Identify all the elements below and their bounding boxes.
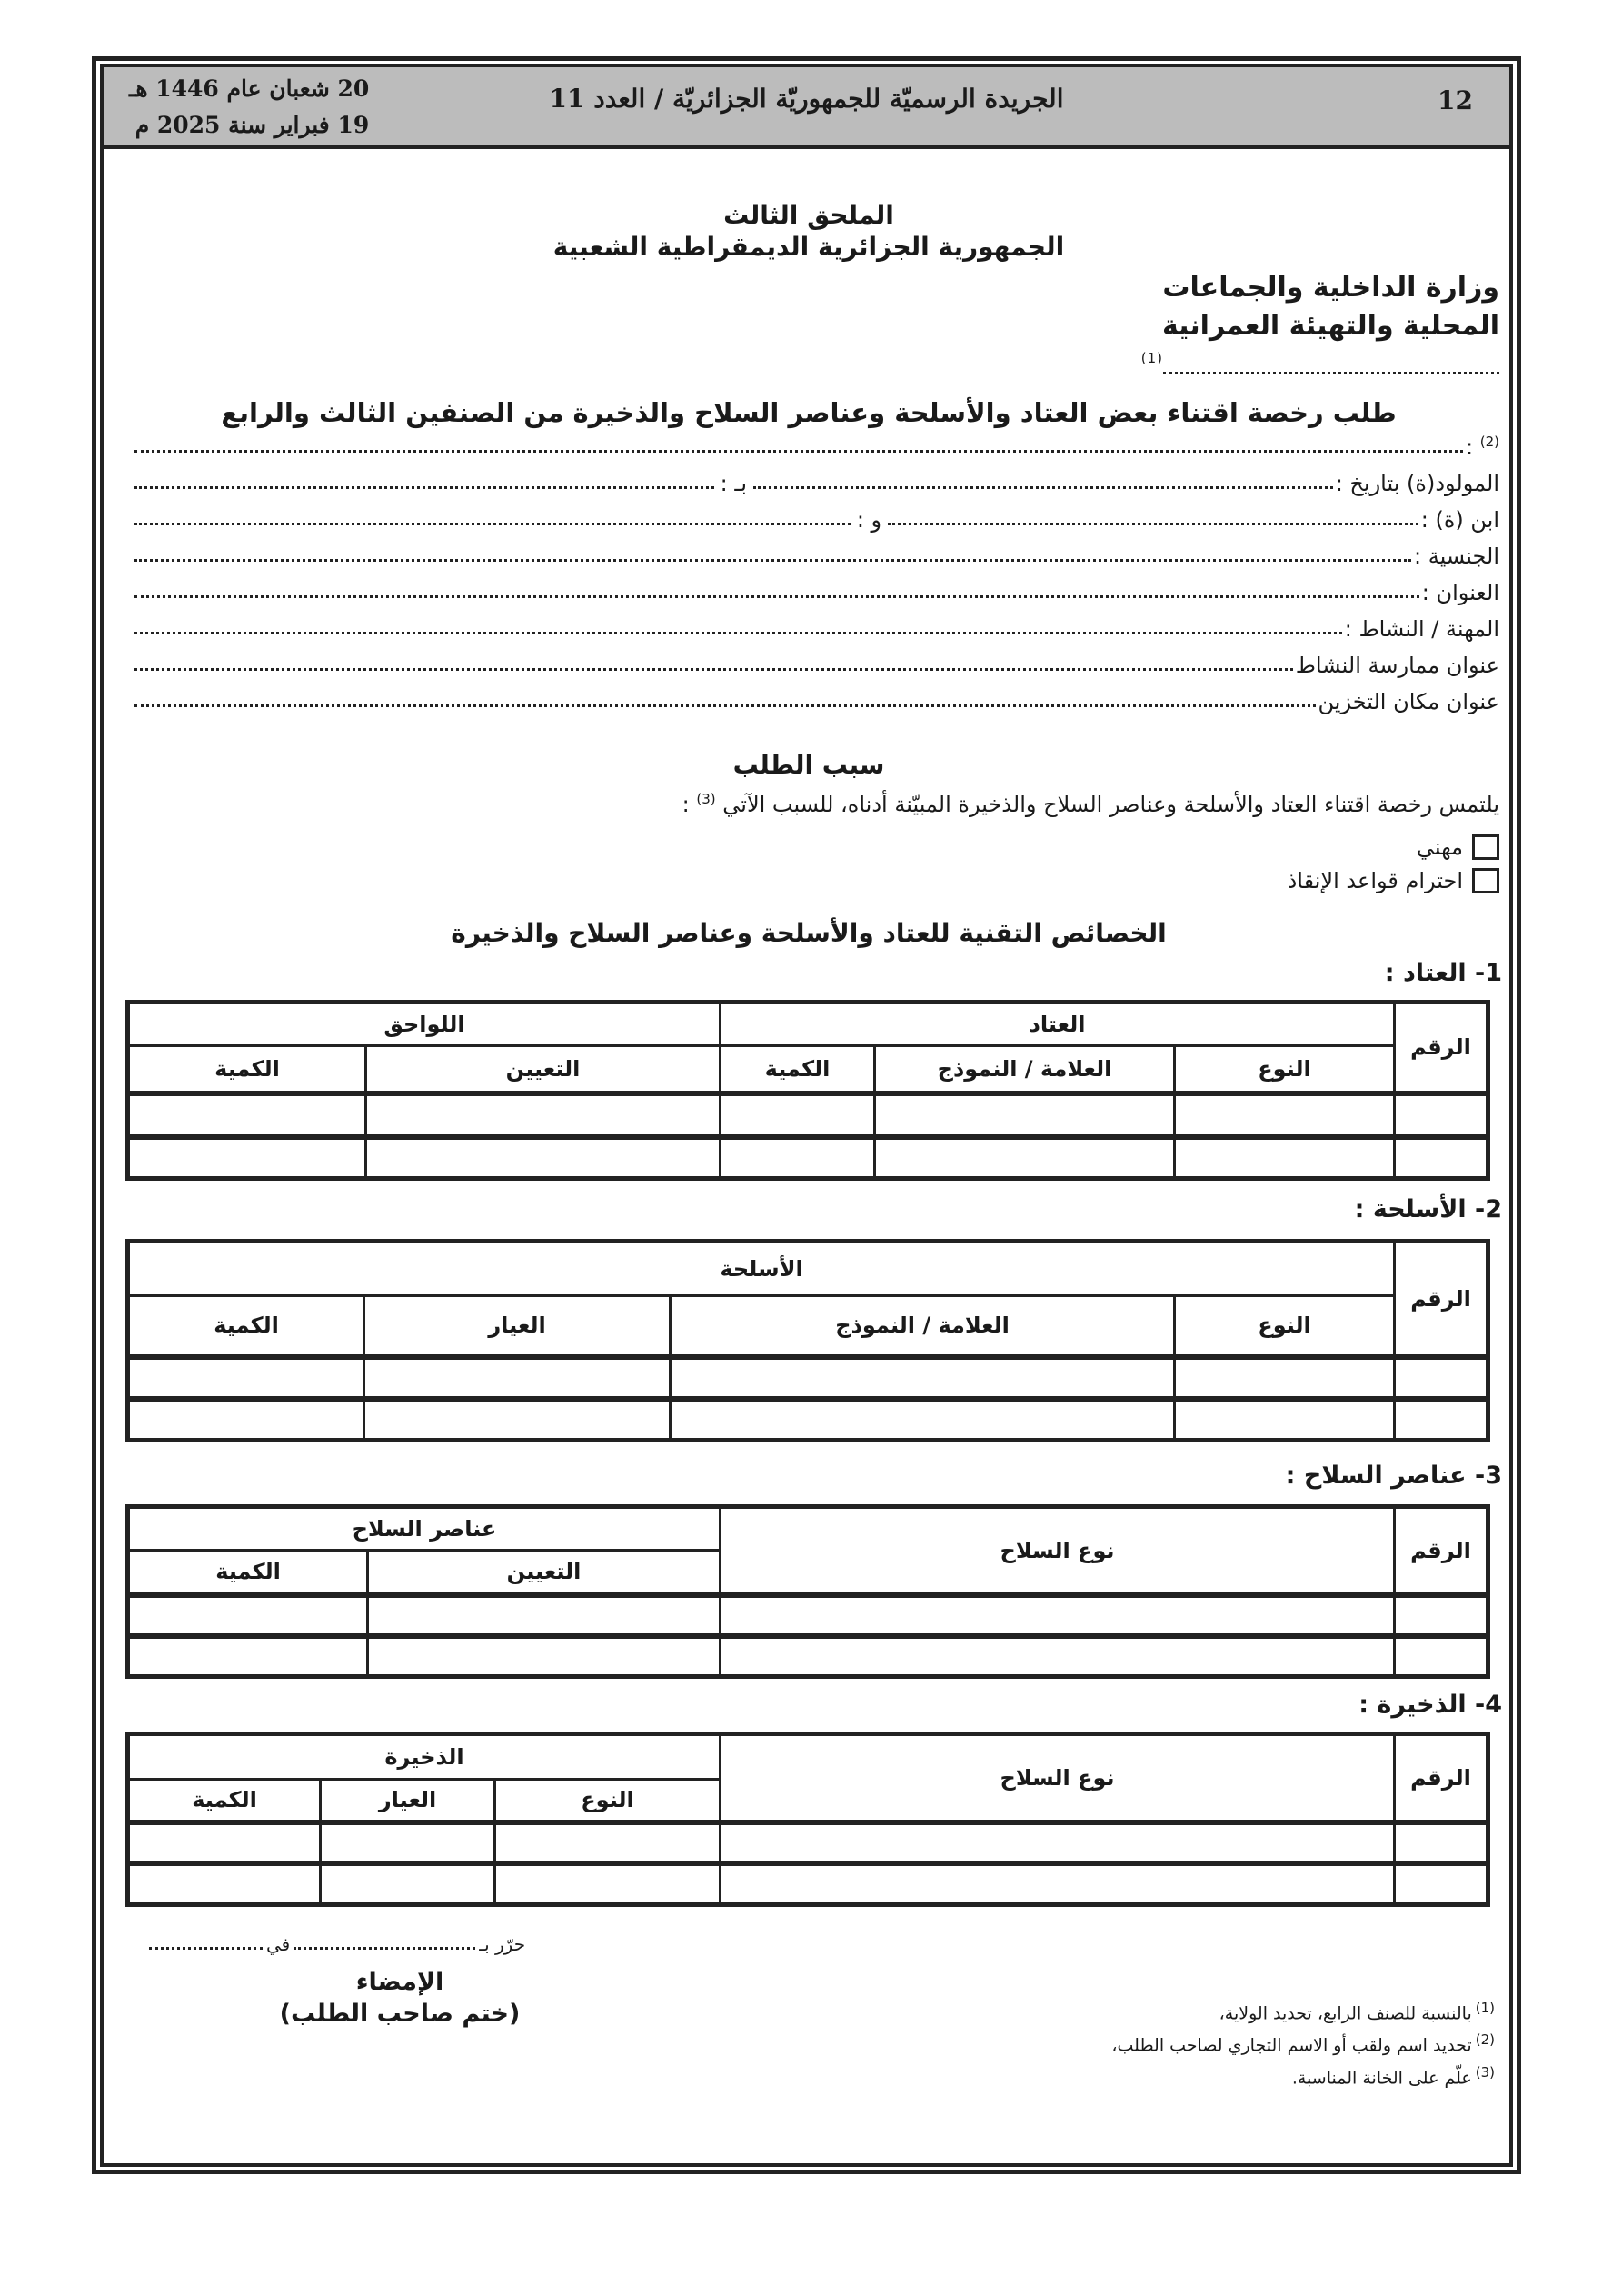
table-row xyxy=(128,1093,1488,1137)
child-of-label: ابن (ة) : xyxy=(1420,507,1499,533)
table-row xyxy=(128,1399,1488,1441)
republic-title: الجمهورية الجزائرية الديمقراطية الشعبية xyxy=(552,232,1065,262)
page-number: 12 xyxy=(1438,85,1473,115)
professional-checkbox[interactable] xyxy=(1472,834,1499,860)
address-label: العنوان : xyxy=(1421,580,1499,605)
ammunition-section-label: 4- الذخيرة : xyxy=(1358,1691,1502,1719)
activity-address-field[interactable] xyxy=(132,645,1499,678)
profession-input[interactable] xyxy=(134,632,1342,634)
stamp-label: (ختم صاحب الطلب) xyxy=(279,2000,521,2028)
footnote-1: $^{(1)}$بالنسبة للصنف الرابع، تحديد الولاية، xyxy=(1219,2000,1495,2024)
rescue-rules-checkbox[interactable] xyxy=(1472,868,1499,893)
table-row xyxy=(128,1137,1488,1179)
table-header-row xyxy=(128,1242,1488,1296)
table-subheader-row xyxy=(128,1046,1488,1093)
reason-text: يلتمس رخصة اقتناء العتاد والأسلحة وعناصر السلاح والذخيرة المبيّنة أدناه، للسبب الآتي $^{(3)}$ : xyxy=(682,791,1499,817)
table-subheader-row xyxy=(128,1296,1488,1357)
group-ammunition: الذخيرة xyxy=(128,1734,721,1780)
footnote-ref-2: (2) xyxy=(1479,434,1499,450)
address-input[interactable] xyxy=(134,595,1419,598)
group-equipment: العتاد xyxy=(721,1003,1395,1046)
birth-field[interactable] xyxy=(132,464,1499,496)
storage-address-field[interactable] xyxy=(132,682,1499,714)
gazette-header xyxy=(104,67,1509,149)
wilaya-field[interactable] xyxy=(1141,350,1499,374)
col-type: النوع xyxy=(1175,1296,1395,1357)
storage-address-input[interactable] xyxy=(134,704,1316,707)
col-quantity: الكمية xyxy=(128,1296,364,1357)
storage-address-label: عنوان مكان التخزين xyxy=(1318,689,1499,714)
applicant-name-input[interactable] xyxy=(134,450,1463,453)
ministry-name xyxy=(1162,269,1499,345)
table-row xyxy=(128,1822,1488,1863)
col-caliber: العيار xyxy=(364,1296,671,1357)
col-brand-model: العلامة / النموذج xyxy=(875,1046,1175,1093)
done-at-line xyxy=(145,1933,525,1955)
birth-date-input[interactable] xyxy=(753,486,1333,489)
wilaya-dotted-line[interactable] xyxy=(1163,358,1499,374)
ministry-line-2: المحلية والتهيئة العمرانية xyxy=(1161,310,1499,342)
col-designation: التعيين xyxy=(368,1551,721,1595)
table-row xyxy=(128,1636,1488,1677)
col-quantity: الكمية xyxy=(721,1046,875,1093)
group-accessories: اللواحق xyxy=(128,1003,721,1046)
table-row xyxy=(128,1595,1488,1636)
on-label: في xyxy=(266,1933,291,1955)
col-quantity: الكمية xyxy=(128,1551,368,1595)
col-caliber: العيار xyxy=(321,1780,495,1822)
issue-date xyxy=(129,71,369,144)
col-weapon-type: نوع السلاح xyxy=(721,1507,1395,1595)
done-at-date-input[interactable] xyxy=(149,1947,263,1950)
footnotes xyxy=(1111,1995,1495,2091)
footnote-2: $^{(2)}$تحديد اسم ولقب أو الاسم التجاري لصاحب الطلب، xyxy=(1111,2031,1495,2056)
col-number: الرقم xyxy=(1395,1507,1488,1595)
equipment-section-label: 1- العتاد : xyxy=(1384,959,1502,987)
group-weapon-parts: عناصر السلاح xyxy=(128,1507,721,1551)
col-weapon-type: نوع السلاح xyxy=(721,1734,1395,1822)
col-number: الرقم xyxy=(1395,1003,1488,1093)
profession-label: المهنة / النشاط : xyxy=(1344,616,1499,642)
weapons-section-label: 2- الأسلحة : xyxy=(1354,1195,1502,1223)
parents-field[interactable] xyxy=(132,500,1499,533)
done-at-label: حرّر بـ xyxy=(479,1933,526,1955)
group-weapons: الأسلحة xyxy=(128,1242,1395,1296)
footnote-3: $^{(3)}$علّم على الخانة المناسبة. xyxy=(1291,2063,1495,2088)
table-row xyxy=(128,1863,1488,1905)
footnote-ref-3: (3) xyxy=(696,791,716,807)
weapon-parts-section-label: 3- عناصر السلاح : xyxy=(1285,1462,1502,1490)
nationality-input[interactable] xyxy=(134,559,1411,562)
gazette-title: الجريدة الرسميّة للجمهوريّة الجزائريّة / العدد 11 xyxy=(549,84,1064,114)
father-name-input[interactable] xyxy=(888,523,1418,525)
col-brand-model: العلامة / النموذج xyxy=(671,1296,1175,1357)
reason-option-rescue[interactable] xyxy=(1288,868,1499,893)
col-quantity: الكمية xyxy=(128,1780,321,1822)
footnote-ref-1: (1) xyxy=(1140,350,1163,366)
birth-place-input[interactable] xyxy=(134,486,714,489)
reason-option-professional[interactable] xyxy=(1417,834,1499,860)
birth-place-label: بـ : xyxy=(720,471,748,496)
form-title: طلب رخصة اقتناء بعض العتاد والأسلحة وعناصر السلاح والذخيرة من الصنفين الثالث والرابع xyxy=(221,397,1397,428)
col-accessory-quantity: الكمية xyxy=(128,1046,366,1093)
activity-address-input[interactable] xyxy=(134,668,1293,671)
signature-label: الإمضاء xyxy=(355,1968,444,1996)
reason-title: سبب الطلب xyxy=(732,750,885,780)
gregorian-date: 19 فبراير سنة 2025 م xyxy=(134,112,370,138)
weapons-table xyxy=(125,1239,1490,1442)
col-type: النوع xyxy=(495,1780,721,1822)
ministry-line-1: وزارة الداخلية والجماعات xyxy=(1162,272,1499,304)
applicant-name-field[interactable]: $^{(2)}$ : xyxy=(132,427,1499,460)
table-header-row xyxy=(128,1507,1488,1551)
table-row xyxy=(128,1357,1488,1399)
nationality-field[interactable] xyxy=(132,536,1499,569)
equipment-table xyxy=(125,1000,1490,1181)
technical-title: الخصائص التقنية للعتاد والأسلحة وعناصر السلاح والذخيرة xyxy=(451,918,1167,948)
done-at-place-input[interactable] xyxy=(294,1947,475,1950)
weapon-parts-table xyxy=(125,1504,1490,1679)
rescue-rules-label: احترام قواعد الإنقاذ xyxy=(1287,868,1463,893)
mother-name-input[interactable] xyxy=(134,523,851,525)
ammunition-table xyxy=(125,1732,1490,1907)
profession-field[interactable] xyxy=(132,609,1499,642)
table-header-row xyxy=(128,1734,1488,1780)
and-label: و : xyxy=(856,507,882,533)
col-designation: التعيين xyxy=(366,1046,721,1093)
address-field[interactable] xyxy=(132,573,1499,605)
col-number: الرقم xyxy=(1395,1734,1488,1822)
table-header-row xyxy=(128,1003,1488,1046)
nationality-label: الجنسية : xyxy=(1414,544,1499,569)
professional-label: مهني xyxy=(1416,834,1463,860)
col-number: الرقم xyxy=(1395,1242,1488,1357)
annex-title: الملحق الثالث xyxy=(723,200,894,230)
hijri-date: 20 شعبان عام 1446 هـ xyxy=(129,75,370,102)
birth-date-label: المولود(ة) بتاريخ : xyxy=(1335,471,1499,496)
col-type: النوع xyxy=(1175,1046,1395,1093)
activity-address-label: عنوان ممارسة النشاط xyxy=(1295,653,1499,678)
